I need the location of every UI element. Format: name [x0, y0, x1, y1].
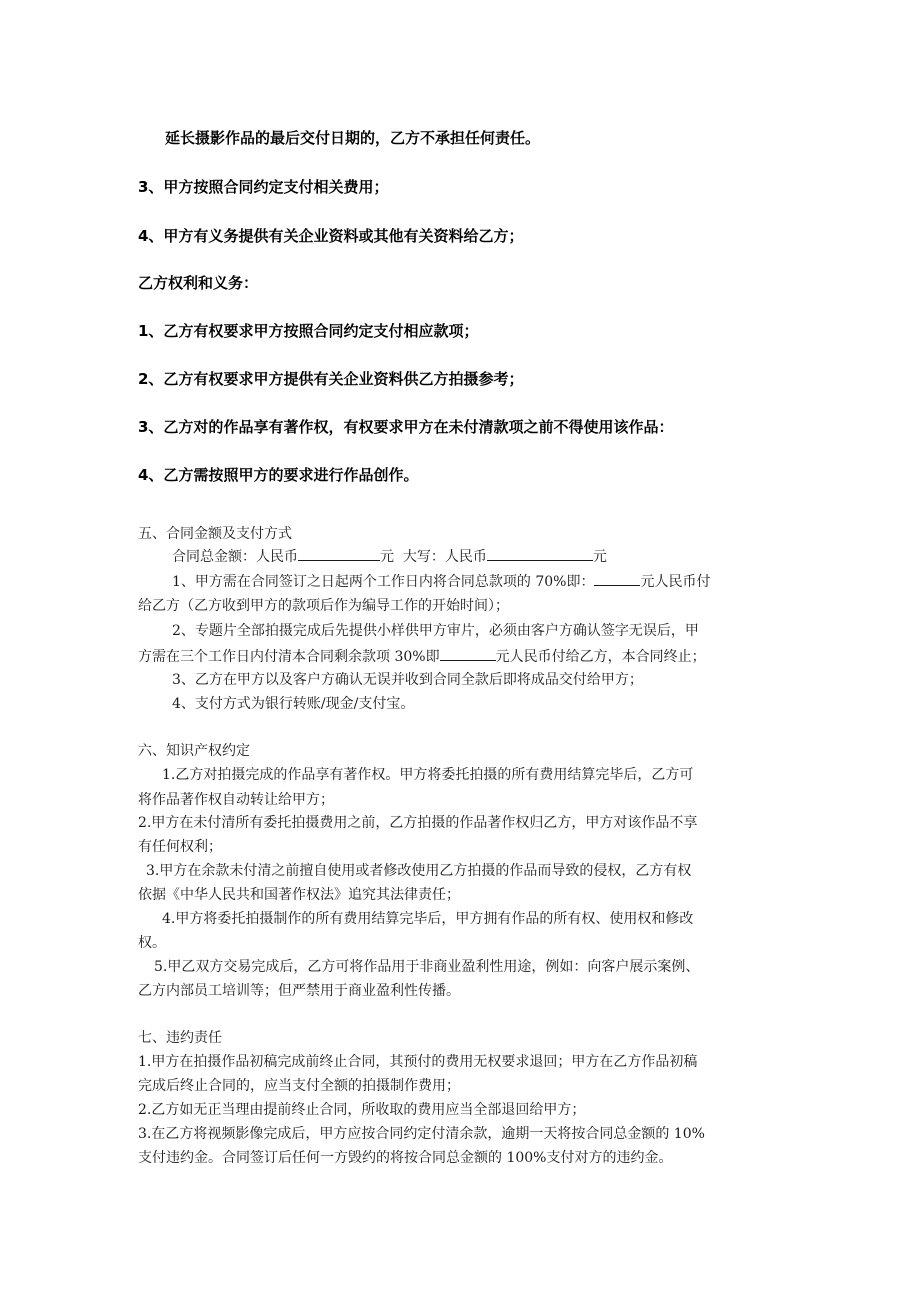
party-b-heading: 乙方权利和义务： [138, 274, 259, 292]
item2-text-b: 方需在三个工作日内付清本合同剩余款项 30%即 [138, 649, 440, 665]
section7-line: 2.乙方如无正当理由提前终止合同，所收取的费用应当全部退回给甲方； [138, 1102, 586, 1118]
section6-line: 依据《中华人民共和国著作权法》追究其法律责任； [138, 887, 460, 903]
section6-line: 4.甲方将委托拍摄制作的所有费用结算完毕后，甲方拥有作品的所有权、使用权和修改 [162, 911, 694, 927]
item1-text-a: 1、甲方需在合同签订之日起两个工作日内将合同总款项的 70%即： [172, 574, 595, 590]
item1-amount-blank[interactable] [594, 570, 640, 586]
item2-amount-blank[interactable] [440, 645, 496, 661]
section6-line: 乙方内部员工培训等；但严禁用于商业盈利性传播。 [138, 983, 460, 999]
total-amount-blank[interactable] [298, 545, 380, 561]
party-b-item-3: 3、乙方对的作品享有著作权，有权要求甲方在未付清款项之前不得使用该作品： [138, 418, 674, 436]
total-amount-label: 合同总金额：人民币 [172, 549, 298, 565]
yuan-label-2: 元 [592, 549, 607, 565]
capital-amount-blank[interactable] [487, 545, 593, 561]
item1-text-b: 元人民币付 [640, 574, 711, 590]
total-amount-line [172, 545, 607, 568]
party-b-item-4: 4、乙方需按照甲方的要求进行作品创作。 [138, 466, 419, 484]
section6-line: 有任何权利； [138, 839, 222, 855]
party-a-item-4: 4、甲方有义务提供有关企业资料或其他有关资料给乙方； [138, 227, 524, 245]
section7-line: 支付违约金。合同签订后任何一方毁约的将按合同总金额的 100%支付对方的违约金。 [138, 1150, 673, 1166]
section6-line: 2.甲方在未付清所有委托拍摄费用之前，乙方拍摄的作品著作权归乙方，甲方对该作品不享 [138, 815, 698, 831]
section6-heading: 六、知识产权约定 [138, 743, 250, 759]
section6-line: 3.甲方在余款未付清之前擅自使用或者修改使用乙方拍摄的作品而导致的侵权，乙方有权 [146, 863, 692, 879]
party-a-item-3: 3、甲方按照合同约定支付相关费用； [138, 178, 389, 196]
section6-line: 将作品著作权自动转让给甲方； [138, 792, 334, 808]
item4-line: 4、支付方式为银行转账/现金/支付宝。 [172, 696, 415, 712]
section6-line: 1.乙方对拍摄完成的作品享有著作权。甲方将委托拍摄的所有费用结算完毕后，乙方可 [162, 767, 694, 783]
item2-text-c: 元人民币付给乙方，本合同终止； [495, 649, 706, 665]
item1-line-a [172, 570, 710, 593]
section7-line: 1.甲方在拍摄作品初稿完成前终止合同，其预付的费用无权要求退回；甲方在乙方作品初稿 [138, 1054, 698, 1070]
item2-line-b [138, 645, 706, 668]
section7-line: 完成后终止合同的，应当支付全额的拍摄制作费用； [138, 1078, 460, 1094]
item3-line: 3、乙方在甲方以及客户方确认无误并收到合同全款后即将成品交付给甲方； [172, 672, 643, 688]
item2-line-a: 2、专题片全部拍摄完成后先提供小样供甲方审片，必须由客户方确认签字无误后，甲 [172, 623, 699, 639]
party-b-item-2: 2、乙方有权要求甲方提供有关企业资料供乙方拍摄参考； [138, 370, 524, 388]
section7-line: 3.在乙方将视频影像完成后，甲方应按合同约定付清余款，逾期一天将按合同总金额的 10% [138, 1126, 705, 1142]
continuation-line: 延长摄影作品的最后交付日期的，乙方不承担任何责任。 [165, 129, 541, 147]
capital-label: 大写：人民币 [402, 549, 487, 565]
party-b-item-1: 1、乙方有权要求甲方按照合同约定支付相应款项； [138, 322, 479, 340]
item1-line-c: 给乙方（乙方收到甲方的款项后作为编导工作的开始时间）； [138, 598, 509, 614]
section6-line: 5.甲乙双方交易完成后，乙方可将作品用于非商业盈利性用途，例如：向客户展示案例、 [154, 959, 700, 975]
section6-line: 权。 [138, 935, 166, 951]
yuan-label: 元 [380, 549, 394, 565]
section5-heading: 五、合同金额及支付方式 [138, 526, 292, 542]
section7-heading: 七、违约责任 [138, 1030, 222, 1046]
